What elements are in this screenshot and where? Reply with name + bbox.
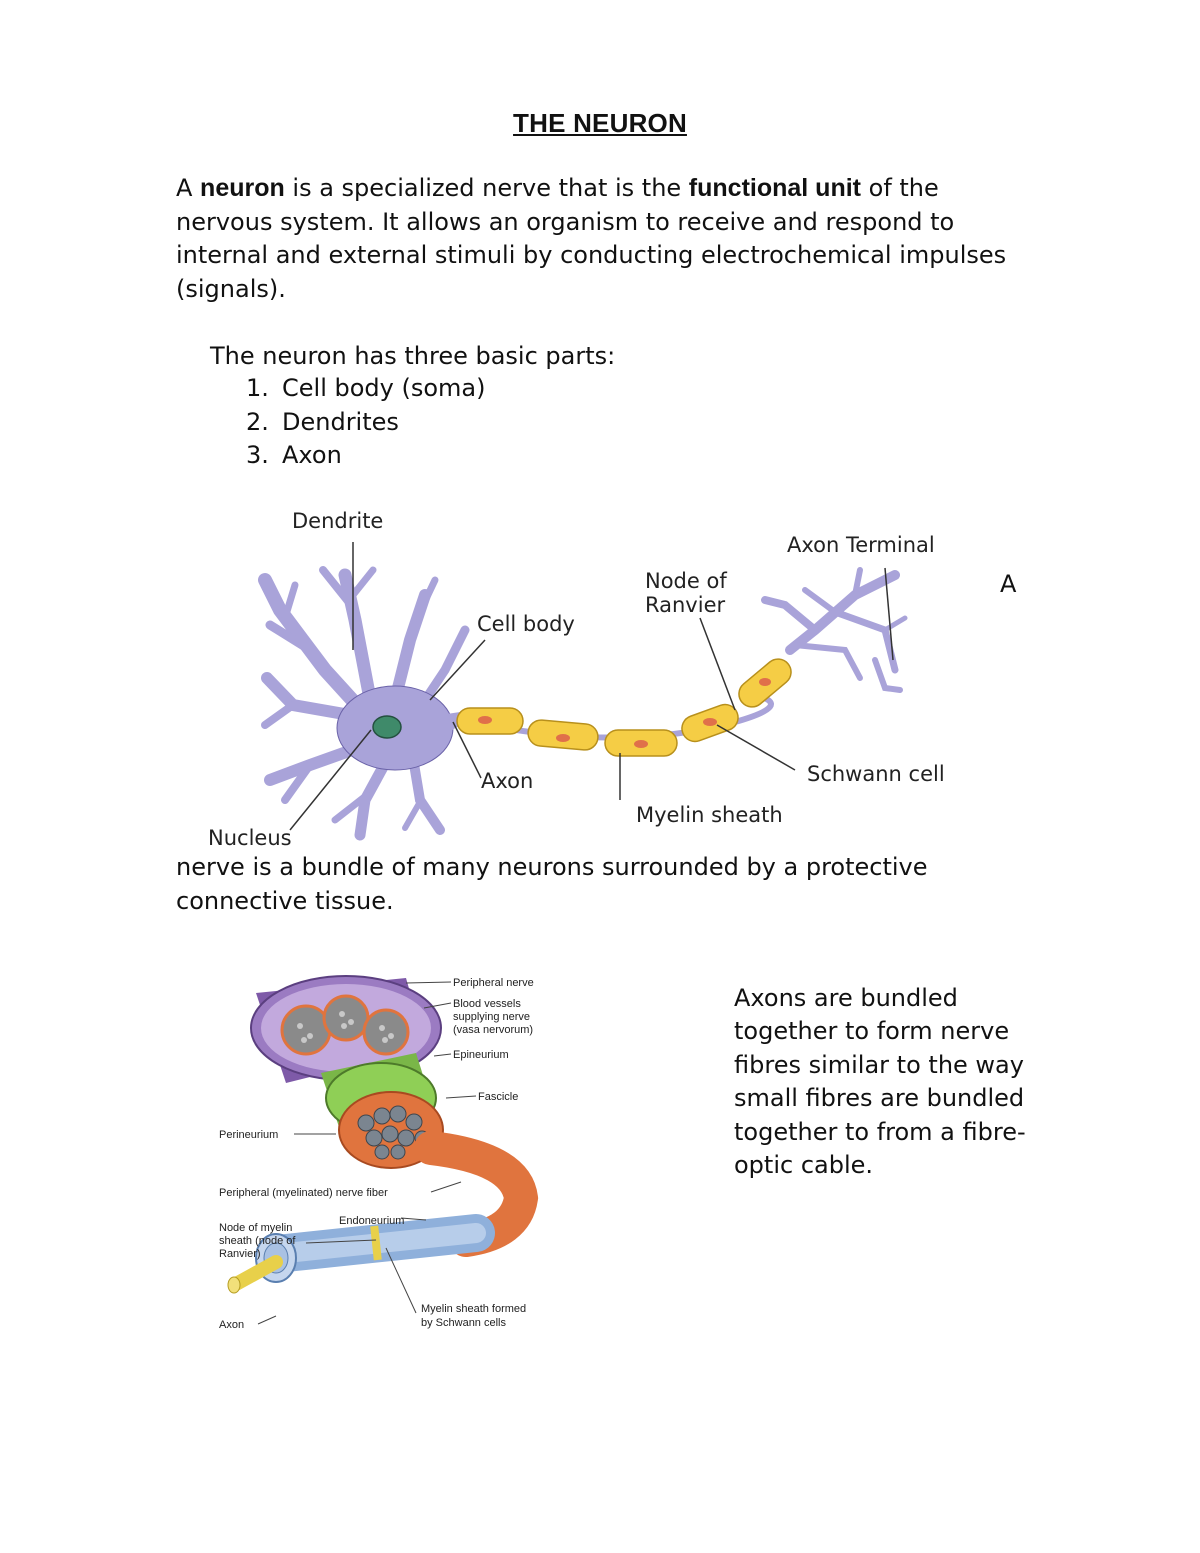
label-blood-vessels-1: Blood vessels <box>453 998 521 1010</box>
stray-letter: A <box>1000 570 1017 598</box>
label-node-3: Ranvier) <box>219 1248 261 1260</box>
label-nucleus: Nucleus <box>208 826 292 850</box>
neuron-diagram <box>195 500 995 855</box>
label-fascicle: Fascicle <box>478 1091 519 1103</box>
label-myelin-sheath: Myelin sheath <box>636 803 783 827</box>
label-node-1: Node of myelin <box>219 1222 293 1234</box>
label-myelin-formed-2: by Schwann cells <box>421 1317 506 1329</box>
list-item: 2. Dendrites <box>246 407 399 436</box>
label-axon-terminal: Axon Terminal <box>787 533 935 557</box>
neuron-illustration <box>265 570 905 835</box>
label-blood-vessels-2: supplying nerve <box>453 1011 531 1023</box>
side-text: Axons are bundled together to form nerve fibres similar to the way small fibres are bundled together to from a fibre-optic cable. <box>734 984 1026 1180</box>
label-cell-body: Cell body <box>477 612 575 636</box>
intro-text-1: A <box>176 174 201 202</box>
label-node-of-ranvier-line1: Node of <box>645 569 727 593</box>
label-myelin-formed-1: Myelin sheath formed <box>421 1303 527 1315</box>
label-perineurium: Perineurium <box>219 1129 279 1141</box>
label-node-of-ranvier-line2: Ranvier <box>645 593 726 617</box>
label-node-2: sheath (node of <box>219 1235 296 1247</box>
label-peripheral-nerve: Peripheral nerve <box>453 977 534 989</box>
list-item: 3. Axon <box>246 441 342 469</box>
label-epineurium: Epineurium <box>453 1049 509 1061</box>
nerve-diagram <box>176 948 576 1338</box>
label-schwann-cell: Schwann cell <box>807 762 945 786</box>
bold-functional-unit: functional unit <box>688 174 861 202</box>
nerve-paragraph: nerve is a bundle of many neurons surrounded by a protective connective tissue. <box>176 853 928 915</box>
parts-intro: The neuron has three basic parts: <box>210 342 616 370</box>
label-dendrite: Dendrite <box>292 509 384 533</box>
page-title: THE NEURON <box>513 108 687 138</box>
label-axon-small: Axon <box>219 1319 245 1331</box>
label-blood-vessels-3: (vasa nervorum) <box>453 1024 534 1036</box>
bold-neuron: neuron <box>200 174 285 202</box>
intro-text-3: of the nervous system. It allows an organism to receive and respond to internal and external stimuli by conducting electrochemical impulses (signals). <box>176 174 1007 303</box>
intro-paragraph <box>176 172 1026 306</box>
label-axon: Axon <box>481 769 534 793</box>
label-endoneurium: Endoneurium <box>339 1215 405 1227</box>
label-peripheral-fiber: Peripheral (myelinated) nerve fiber <box>219 1187 388 1199</box>
list-item: 1. Cell body (soma) <box>246 374 486 402</box>
parts-list <box>246 372 485 473</box>
intro-text-2: is a specialized nerve that is the <box>284 174 689 202</box>
